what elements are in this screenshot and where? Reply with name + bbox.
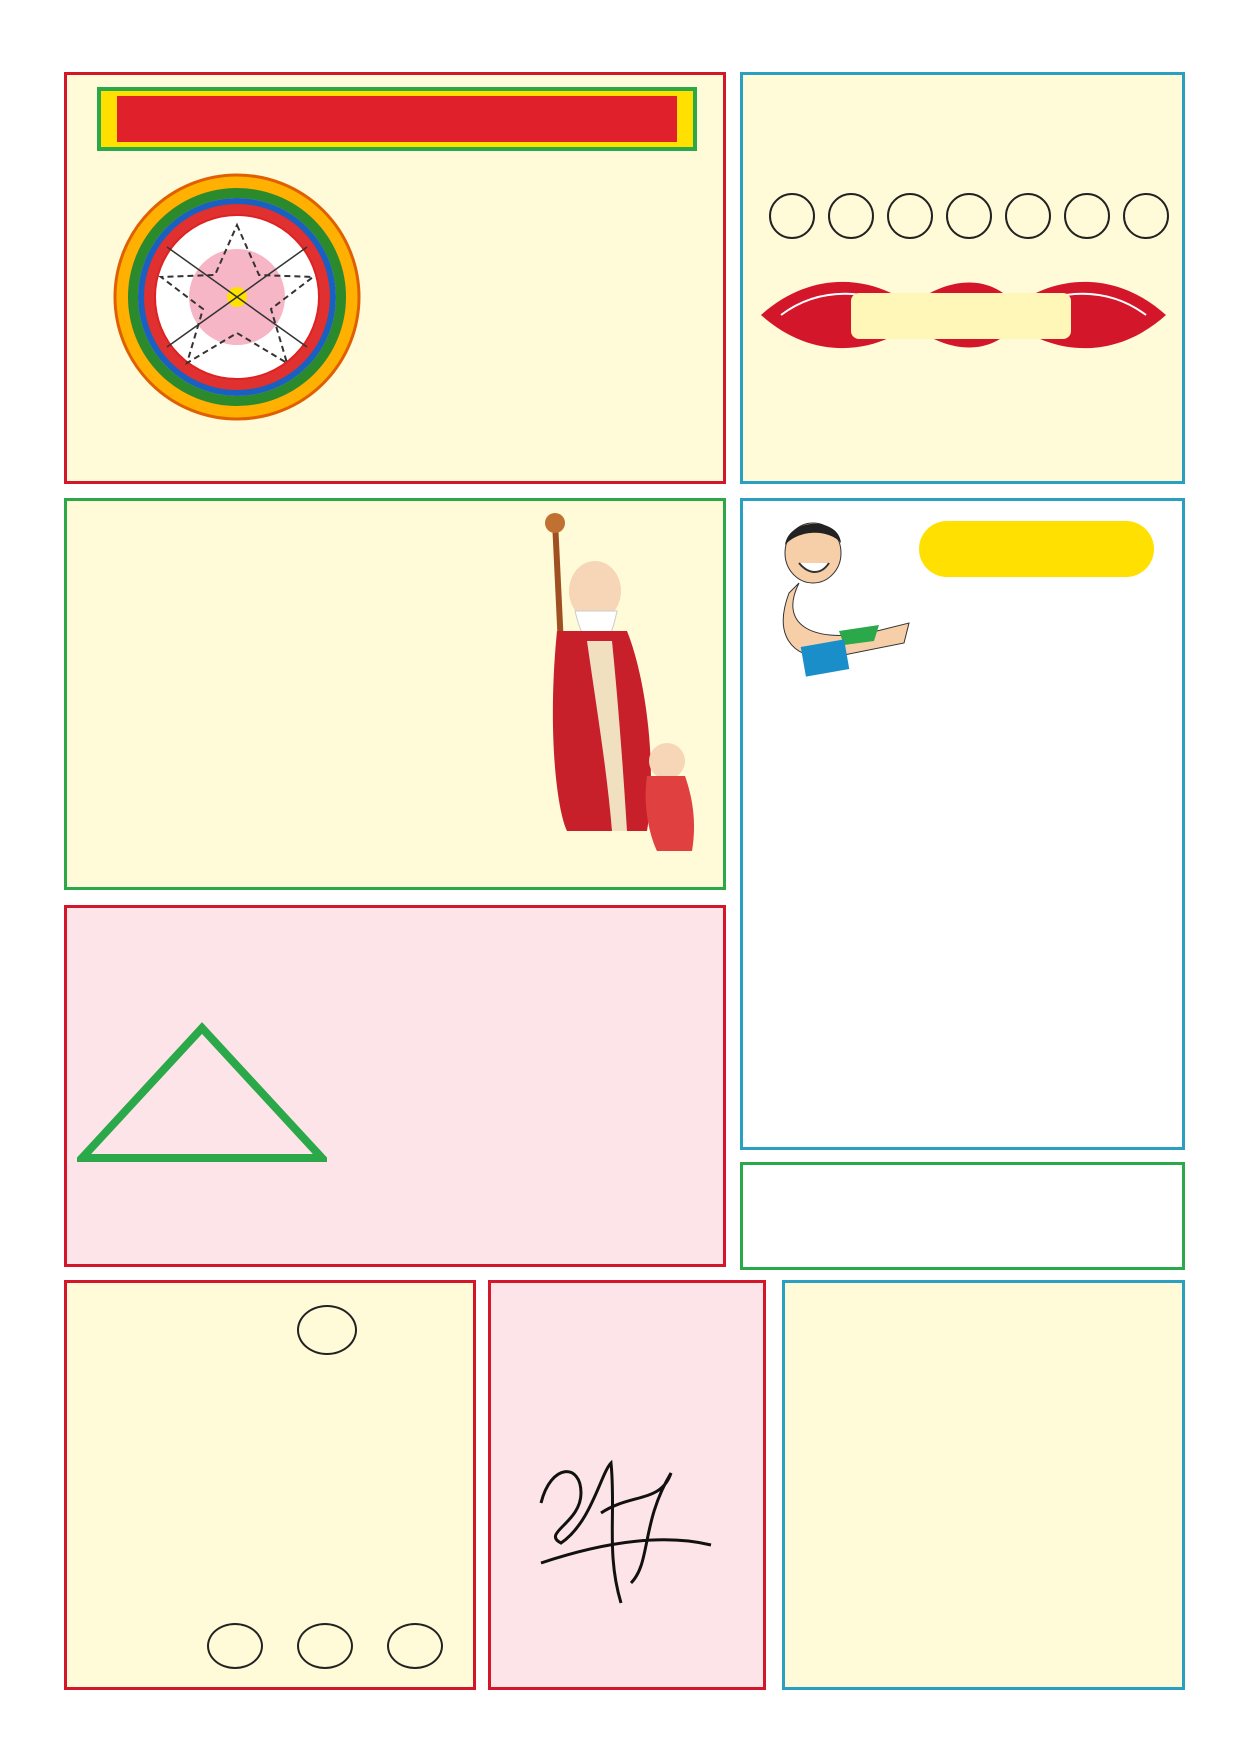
poem-label: [851, 293, 1071, 339]
compass-diagram: [107, 167, 367, 427]
number-ball: [887, 193, 933, 239]
divine-panel: [64, 905, 726, 1267]
guide-panel: [64, 72, 726, 484]
results-panel: [740, 72, 1185, 484]
guide-body: [405, 169, 695, 441]
bottom-border-strip: [10, 1700, 1240, 1740]
masthead-title: [500, 8, 750, 56]
divine-footer: [147, 1218, 707, 1239]
provide-number: [387, 1623, 443, 1669]
provide-number: [297, 1623, 353, 1669]
right-border-strip: [1202, 10, 1242, 1740]
guide-title: [117, 96, 677, 142]
number-ball: [769, 193, 815, 239]
special-panel: [64, 1280, 476, 1690]
number-ball: [1064, 193, 1110, 239]
humor-title: [919, 521, 1154, 577]
number-ball: [946, 193, 992, 239]
provide-number: [207, 1623, 263, 1669]
mystic-scribble: [521, 1433, 721, 1613]
humor-panel: [740, 498, 1185, 1150]
sage-illustration: [517, 511, 717, 871]
wong-body: [113, 593, 533, 883]
wong-panel: [64, 498, 726, 890]
calc-panel: [782, 1280, 1185, 1690]
poem-banner: [751, 265, 1176, 355]
mystic-panel: [488, 1280, 766, 1690]
results-numbers: [769, 193, 1169, 239]
number-ball: [828, 193, 874, 239]
triangle-riddle: [77, 1008, 327, 1198]
special-number: [297, 1305, 357, 1355]
notice-panel: [740, 1162, 1185, 1270]
guide-banner: [97, 87, 697, 151]
left-border-strip: [8, 10, 48, 1740]
cartoon-figure: [769, 513, 919, 683]
number-ball: [1123, 193, 1169, 239]
number-ball: [1005, 193, 1051, 239]
